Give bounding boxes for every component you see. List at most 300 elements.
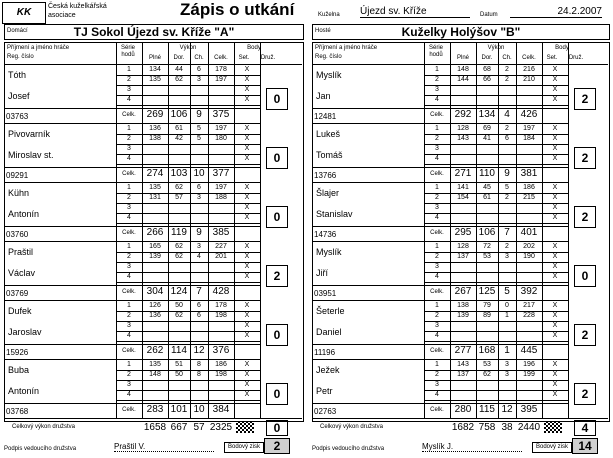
home-total-line <box>4 226 260 227</box>
away-cell: 3 <box>435 145 439 152</box>
away-col-clear: Dor. <box>481 55 493 61</box>
away-team-total-line <box>312 418 608 419</box>
home-team-total: 2325 <box>209 422 233 433</box>
away-cell: 2 <box>505 66 509 73</box>
away-col-series: Série hodů <box>428 45 443 58</box>
away-player-firstname: Jiří <box>316 268 328 278</box>
home-row-line <box>116 282 260 283</box>
away-cell: 128 <box>457 243 469 250</box>
away-row-line <box>424 282 568 283</box>
away-cell: 199 <box>523 371 535 378</box>
away-cell: 2 <box>435 76 439 83</box>
away-sum-label: Celk. <box>430 112 444 118</box>
home-cell: X <box>244 184 250 191</box>
away-row-line <box>424 105 568 106</box>
away-cell: 137 <box>457 371 469 378</box>
away-player-surname: Lukeš <box>316 129 341 139</box>
away-player-firstname: Tomáš <box>316 150 343 160</box>
home-team-total-label: Celkový výkon družstva <box>12 424 76 430</box>
home-player-points: 0 <box>266 147 288 169</box>
away-team-total: 38 <box>501 422 513 433</box>
venue-label: Kuželna <box>318 12 340 18</box>
away-player-total: 7 <box>504 227 510 238</box>
away-player-points: 2 <box>574 206 596 228</box>
away-player-total: 277 <box>454 345 472 356</box>
away-player-total: 401 <box>520 227 538 238</box>
away-cell: 2 <box>505 76 509 83</box>
home-cell: 2 <box>127 76 131 83</box>
home-row-line <box>116 105 260 106</box>
away-player-total: 295 <box>454 227 472 238</box>
away-cell: 137 <box>457 253 469 260</box>
home-cell: 6 <box>197 184 201 191</box>
home-checker-pattern <box>236 421 254 433</box>
away-player-reg: 02763 <box>314 407 337 416</box>
home-player-reg: 03760 <box>6 230 29 239</box>
away-player-reg: 13766 <box>314 171 337 180</box>
away-total-line <box>312 344 568 345</box>
away-player-total: 106 <box>478 227 496 238</box>
home-cell: 57 <box>175 194 183 201</box>
home-cell: X <box>244 322 250 329</box>
home-col-perf: Výkon <box>179 45 197 51</box>
away-cell: 0 <box>505 302 509 309</box>
home-total-line <box>4 344 260 345</box>
home-player-firstname: Antonín <box>8 386 40 396</box>
home-cell: 2 <box>127 371 131 378</box>
away-team-points: 4 <box>574 420 596 436</box>
home-player-points: 2 <box>266 265 288 287</box>
away-row-line <box>424 400 568 401</box>
away-cell: 53 <box>483 253 491 260</box>
home-cell: 4 <box>127 155 131 162</box>
away-cell: 3 <box>435 381 439 388</box>
home-player-total: 9 <box>196 227 202 238</box>
home-cell: 6 <box>197 66 201 73</box>
home-sum-label: Celk. <box>122 289 136 295</box>
venue-value: Újezd sv. Kříže <box>360 6 470 18</box>
home-cell: 197 <box>215 125 227 132</box>
home-player-firstname: Josef <box>8 91 30 101</box>
home-player-total: 9 <box>196 109 202 120</box>
away-cell: 190 <box>523 253 535 260</box>
away-team-total: 758 <box>478 422 496 433</box>
logo: KK <box>2 2 46 24</box>
away-cell: X <box>552 76 558 83</box>
away-player-total: 134 <box>478 109 496 120</box>
home-col-clear: Dor. <box>173 55 185 61</box>
home-cell: X <box>244 361 250 368</box>
away-cell: X <box>552 332 558 339</box>
home-cell: 2 <box>127 135 131 142</box>
home-cell: X <box>244 214 250 221</box>
away-player-total: 395 <box>520 404 538 415</box>
home-cell: 50 <box>175 302 183 309</box>
home-cell: 198 <box>215 312 227 319</box>
home-cell: 62 <box>175 184 183 191</box>
away-player-total: 280 <box>454 404 472 415</box>
home-team-total: 667 <box>170 422 188 433</box>
home-cell: 201 <box>215 253 227 260</box>
home-captain-label: Podpis vedoucího družstva <box>4 446 77 452</box>
away-cell: 4 <box>435 96 439 103</box>
home-total-line <box>4 403 260 404</box>
home-player-total: 101 <box>170 404 188 415</box>
away-cell: 4 <box>435 391 439 398</box>
away-cell: 154 <box>457 194 469 201</box>
home-cell: 4 <box>127 96 131 103</box>
home-cell: 180 <box>215 135 227 142</box>
home-cell: 2 <box>127 194 131 201</box>
home-cell: 135 <box>149 361 161 368</box>
home-cell: X <box>244 391 250 398</box>
away-total-line <box>312 285 568 286</box>
page-title: Zápis o utkání <box>180 0 295 19</box>
away-player-points: 2 <box>574 88 596 110</box>
home-cell: 138 <box>149 135 161 142</box>
home-cell: X <box>244 145 250 152</box>
away-cell: 2 <box>435 312 439 319</box>
away-cell: 3 <box>435 86 439 93</box>
home-cell: X <box>244 312 250 319</box>
away-cell: 2 <box>435 194 439 201</box>
home-cell: 4 <box>127 391 131 398</box>
away-cell: 3 <box>505 371 509 378</box>
home-player-total: 124 <box>170 286 188 297</box>
away-player-total: 5 <box>504 286 510 297</box>
away-cell: 1 <box>435 125 439 132</box>
home-cell: 2 <box>127 312 131 319</box>
away-cell: 89 <box>483 312 491 319</box>
away-cell: 2 <box>505 194 509 201</box>
home-col-series: Série hodů <box>120 45 135 58</box>
organization <box>48 2 107 20</box>
home-cell: X <box>244 332 250 339</box>
away-cell: 41 <box>483 135 491 142</box>
away-cell: 4 <box>435 155 439 162</box>
away-cell: X <box>552 66 558 73</box>
home-player-firstname: Václav <box>8 268 36 278</box>
away-cell: 2 <box>505 125 509 132</box>
away-sum-label: Celk. <box>430 348 444 354</box>
away-sum-label: Celk. <box>430 171 444 177</box>
away-cell: 141 <box>457 184 469 191</box>
away-team-total-label: Celkový výkon družstva <box>320 424 384 430</box>
home-cell: 4 <box>197 253 201 260</box>
away-cell: 62 <box>483 371 491 378</box>
away-cell: X <box>552 381 558 388</box>
home-player-reg: 03768 <box>6 407 29 416</box>
home-player-total: 428 <box>212 286 230 297</box>
away-cell: 216 <box>523 66 535 73</box>
home-cell: 136 <box>149 312 161 319</box>
home-cell: X <box>244 263 250 270</box>
away-player-total: 125 <box>478 286 496 297</box>
away-col-pts: Druž. <box>568 55 584 61</box>
home-player-firstname: Jaroslav <box>8 327 42 337</box>
away-player-firstname: Petr <box>316 386 333 396</box>
away-cell: 3 <box>505 253 509 260</box>
home-row-line <box>116 164 260 165</box>
away-cell: 2 <box>435 135 439 142</box>
home-sum-label: Celk. <box>122 171 136 177</box>
home-player-surname: Pivovarník <box>8 129 51 139</box>
away-cell: 4 <box>435 332 439 339</box>
home-col-line <box>260 42 261 418</box>
away-col-total: Celk. <box>522 55 536 61</box>
away-col-points: Body <box>555 45 569 51</box>
home-cell: 3 <box>127 145 131 152</box>
away-cell: 1 <box>435 243 439 250</box>
home-cell: 1 <box>127 243 131 250</box>
away-cell: 202 <box>523 243 535 250</box>
away-player-total: 168 <box>478 345 496 356</box>
home-cell: 198 <box>215 371 227 378</box>
away-player-firstname: Stanislav <box>316 209 353 219</box>
away-player-total: 445 <box>520 345 538 356</box>
away-cell: 66 <box>483 76 491 83</box>
away-cell: X <box>552 155 558 162</box>
home-player-total: 376 <box>212 345 230 356</box>
home-cell: 62 <box>175 243 183 250</box>
home-cell: X <box>244 243 250 250</box>
away-cell: X <box>552 184 558 191</box>
away-row-line <box>424 164 568 165</box>
away-cell: X <box>552 243 558 250</box>
home-row-line <box>116 223 260 224</box>
away-cell: X <box>552 322 558 329</box>
home-sum-label: Celk. <box>122 407 136 413</box>
away-cell: 128 <box>457 125 469 132</box>
away-checker-pattern <box>544 421 562 433</box>
home-cell: 3 <box>197 243 201 250</box>
home-cell: 3 <box>197 76 201 83</box>
home-cell: 1 <box>127 66 131 73</box>
home-col-reg: Reg. číslo <box>7 54 34 60</box>
home-cell: X <box>244 204 250 211</box>
away-cell: 228 <box>523 312 535 319</box>
home-cell: 131 <box>149 194 161 201</box>
home-player-surname: Kühn <box>8 188 30 198</box>
away-captain-sign: Myslík J. <box>422 442 522 452</box>
away-cell: X <box>552 253 558 260</box>
away-total-line <box>312 108 568 109</box>
home-cell: X <box>244 381 250 388</box>
home-cell: 5 <box>197 135 201 142</box>
home-cell: 134 <box>149 66 161 73</box>
home-cell: 1 <box>127 125 131 132</box>
away-sum-label: Celk. <box>430 230 444 236</box>
home-cell: 135 <box>149 76 161 83</box>
home-cell: 1 <box>127 184 131 191</box>
away-cell: 3 <box>435 322 439 329</box>
home-cell: 178 <box>215 302 227 309</box>
home-cell: 3 <box>127 86 131 93</box>
away-cell: X <box>552 263 558 270</box>
home-cell: 188 <box>215 194 227 201</box>
home-cell: 197 <box>215 184 227 191</box>
away-cell: 72 <box>483 243 491 250</box>
home-player-total: 106 <box>170 109 188 120</box>
home-player-total: 12 <box>193 345 205 356</box>
home-total-line <box>4 108 260 109</box>
home-cell: X <box>244 194 250 201</box>
home-player-total: 274 <box>146 168 164 179</box>
home-cell: 165 <box>149 243 161 250</box>
away-player-total: 1 <box>504 345 510 356</box>
away-cell: X <box>552 194 558 201</box>
away-player-surname: Šeterle <box>316 306 345 316</box>
home-player-reg: 03769 <box>6 289 29 298</box>
away-cell: 3 <box>435 204 439 211</box>
home-player-reg: 15926 <box>6 348 29 357</box>
away-cell: 1 <box>505 312 509 319</box>
home-cell: 61 <box>175 125 183 132</box>
away-sum-label: Celk. <box>430 289 444 295</box>
away-col-full: Plné <box>456 55 469 61</box>
away-col-set: Set. <box>546 55 558 61</box>
away-player-points: 2 <box>574 383 596 405</box>
away-cell: X <box>552 125 558 132</box>
home-col-points: Body <box>247 45 261 51</box>
away-side-label: Hosté <box>315 28 331 34</box>
away-team-header <box>312 24 610 40</box>
away-player-total: 392 <box>520 286 538 297</box>
away-cell: 139 <box>457 312 469 319</box>
away-total-line <box>312 167 568 168</box>
home-cell: 3 <box>197 194 201 201</box>
home-cell: 148 <box>149 371 161 378</box>
home-cell: 3 <box>127 381 131 388</box>
away-cell: X <box>552 86 558 93</box>
away-col-player: Příjmení a jméno hráče <box>315 45 378 51</box>
away-cell: 69 <box>483 125 491 132</box>
away-cell: 2 <box>435 371 439 378</box>
home-cell: 8 <box>197 371 201 378</box>
away-player-total: 271 <box>454 168 472 179</box>
away-player-total: 267 <box>454 286 472 297</box>
home-player-total: 119 <box>171 227 187 238</box>
home-cell: 6 <box>197 302 201 309</box>
home-col-player: Příjmení a jméno hráče <box>7 45 70 51</box>
home-player-total: 10 <box>193 168 205 179</box>
home-player-firstname: Antonín <box>8 209 40 219</box>
home-total-line <box>4 285 260 286</box>
home-cell: 4 <box>127 273 131 280</box>
away-cell: 210 <box>523 76 535 83</box>
away-cell: 6 <box>505 135 509 142</box>
home-team-name: TJ Sokol Újezd sv. Kříže "A" <box>73 25 235 39</box>
home-team-total: 57 <box>193 422 205 433</box>
away-player-surname: Šlajer <box>316 188 340 198</box>
away-cell: 5 <box>505 184 509 191</box>
home-player-total: 269 <box>146 109 164 120</box>
away-cell: 143 <box>457 361 469 368</box>
home-side-label: Domácí <box>7 28 28 34</box>
away-player-total: 9 <box>504 168 510 179</box>
home-bonus-label: Bodový zisk <box>224 442 264 453</box>
org-line1: Česká kuželkářská <box>48 3 107 10</box>
away-team-total: 2440 <box>517 422 541 433</box>
away-col-line <box>568 42 569 418</box>
away-player-points: 2 <box>574 324 596 346</box>
away-cell: 138 <box>457 302 469 309</box>
home-player-points: 0 <box>266 383 288 405</box>
away-bonus-value: 14 <box>572 438 598 454</box>
away-player-reg: 11196 <box>314 348 336 357</box>
home-player-total: 7 <box>196 286 202 297</box>
away-cell: 196 <box>523 361 535 368</box>
home-cell: 4 <box>127 332 131 339</box>
home-col-set: Set. <box>238 55 250 61</box>
home-cell: 1 <box>127 302 131 309</box>
away-cell: 68 <box>483 66 491 73</box>
home-cell: X <box>244 96 250 103</box>
home-player-total: 385 <box>212 227 230 238</box>
away-player-surname: Myslík <box>316 70 342 80</box>
away-cell: 1 <box>435 361 439 368</box>
home-sum-label: Celk. <box>122 348 136 354</box>
home-bonus-value: 2 <box>264 438 290 454</box>
away-cell: X <box>552 204 558 211</box>
home-cell: 135 <box>149 184 161 191</box>
home-cell: X <box>244 155 250 162</box>
home-player-points: 0 <box>266 324 288 346</box>
away-player-total: 292 <box>454 109 472 120</box>
home-cell: 126 <box>149 302 161 309</box>
away-cell: 186 <box>523 184 535 191</box>
away-row-line <box>424 341 568 342</box>
home-cell: 136 <box>149 125 161 132</box>
away-cell: X <box>552 145 558 152</box>
home-cell: 197 <box>215 76 227 83</box>
away-player-total: 115 <box>479 404 495 415</box>
home-team-header <box>4 24 304 40</box>
home-cell: X <box>244 125 250 132</box>
home-player-total: 262 <box>146 345 164 356</box>
away-player-total: 110 <box>479 168 495 179</box>
away-cell: 53 <box>483 361 491 368</box>
away-cell: X <box>552 135 558 142</box>
home-captain-sign: Praštil V. <box>114 442 214 452</box>
home-cell: 51 <box>175 361 183 368</box>
away-col-perf: Výkon <box>487 45 505 51</box>
home-player-surname: Buba <box>8 365 30 375</box>
away-total-line <box>312 403 568 404</box>
home-cell: X <box>244 66 250 73</box>
home-cell: X <box>244 86 250 93</box>
home-player-total: 283 <box>146 404 164 415</box>
away-cell: 3 <box>435 263 439 270</box>
home-player-total: 304 <box>146 286 164 297</box>
away-cell: X <box>552 361 558 368</box>
away-cell: 1 <box>435 66 439 73</box>
away-cell: 148 <box>457 66 469 73</box>
away-cell: 217 <box>523 302 535 309</box>
away-player-points: 2 <box>574 147 596 169</box>
home-cell: 8 <box>197 361 201 368</box>
home-cell: 227 <box>215 243 227 250</box>
home-player-total: 266 <box>146 227 164 238</box>
home-cell: 139 <box>149 253 161 260</box>
home-cell: X <box>244 371 250 378</box>
date-label: Datum <box>480 12 498 18</box>
home-team-total: 1658 <box>143 422 167 433</box>
home-player-surname: Tóth <box>8 70 27 80</box>
home-cell: 186 <box>215 361 227 368</box>
home-player-total: 103 <box>170 168 188 179</box>
home-cell: X <box>244 273 250 280</box>
